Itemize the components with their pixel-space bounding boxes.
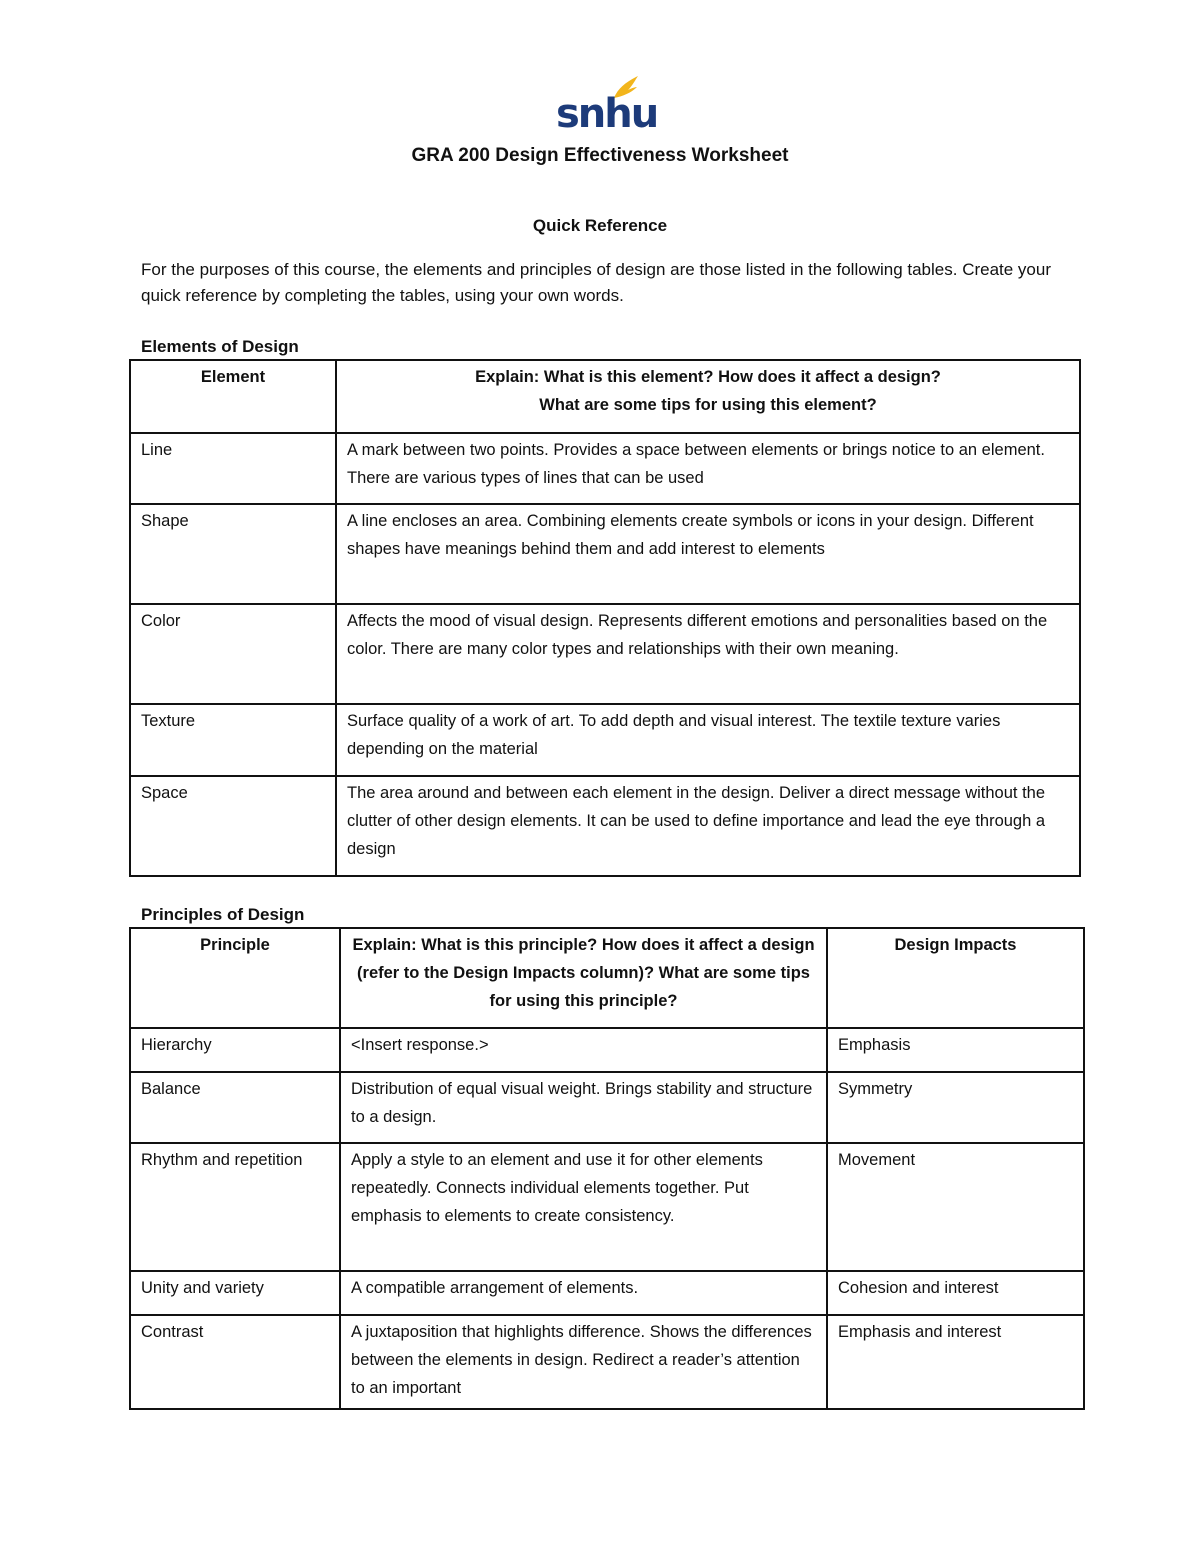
table-row: [130, 504, 1080, 604]
design-impact: Movement: [827, 1143, 1084, 1271]
table-row: [130, 1072, 1084, 1143]
design-impact: Cohesion and interest: [827, 1271, 1084, 1315]
explain-header-line-2: What are some tips for using this element?: [539, 396, 877, 414]
principles-table: [129, 927, 1085, 1410]
table-row: [130, 1271, 1084, 1315]
element-name: Space: [130, 776, 336, 876]
design-impact: Emphasis and interest: [827, 1315, 1084, 1409]
principle-explanation: Apply a style to an element and use it for other elements repeatedly. Connects individual elements together. Put emphasis to elements to create consistency.: [340, 1143, 827, 1271]
principle-column-header: Principle: [130, 928, 340, 1028]
table-row: [130, 704, 1080, 776]
principle-response-field[interactable]: <Insert response.>: [340, 1028, 827, 1072]
element-name: Color: [130, 604, 336, 704]
table-row: [130, 604, 1080, 704]
elements-heading: Elements of Design: [141, 337, 299, 356]
principle-explanation: A juxtaposition that highlights difference. Shows the differences between the elements in design. Redirect a reader’s attention to an important: [340, 1315, 827, 1409]
element-name: Line: [130, 433, 336, 504]
element-name: Texture: [130, 704, 336, 776]
table-row: [130, 433, 1080, 504]
element-explanation: A line encloses an area. Combining elements create symbols or icons in your design. Different shapes have meanings behind them and add interest to elements: [336, 504, 1080, 604]
elements-header-row: [130, 360, 1080, 433]
design-impact: Symmetry: [827, 1072, 1084, 1143]
page-subtitle: Quick Reference: [532, 216, 668, 235]
impacts-column-header: Design Impacts: [827, 928, 1084, 1028]
element-name: Shape: [130, 504, 336, 604]
element-column-header: Element: [130, 360, 336, 433]
element-explanation: Surface quality of a work of art. To add depth and visual interest. The textile texture varies depending on the material: [336, 704, 1080, 776]
table-row: [130, 1315, 1084, 1409]
table-row: [130, 776, 1080, 876]
principle-name: Contrast: [130, 1315, 340, 1409]
principle-name: Rhythm and repetition: [130, 1143, 340, 1271]
element-explanation: The area around and between each element in the design. Deliver a direct message without the clutter of other design elements. It can be used to define importance and lead the eye through a design: [336, 776, 1080, 876]
design-impact: Emphasis: [827, 1028, 1084, 1072]
explain-header-line-1: Explain: What is this element? How does it affect a design?: [475, 368, 941, 386]
explain-column-header: [336, 360, 1080, 433]
elements-table: [129, 359, 1081, 877]
principles-header-row: [130, 928, 1084, 1028]
logo-wordmark: snhu: [556, 91, 658, 137]
intro-paragraph: For the purposes of this course, the elements and principles of design are those listed in the following tables. Create your quick reference by completing the tables, using your own words.: [141, 260, 1052, 305]
principles-heading: Principles of Design: [141, 905, 305, 924]
page-title: GRA 200 Design Effectiveness Worksheet: [411, 145, 789, 166]
principle-name: Balance: [130, 1072, 340, 1143]
element-explanation: Affects the mood of visual design. Represents different emotions and personalities based on the color. There are many color types and relationships with their own meaning.: [336, 604, 1080, 704]
element-explanation: A mark between two points. Provides a space between elements or brings notice to an element. There are various types of lines that can be used: [336, 433, 1080, 504]
principle-name: Hierarchy: [130, 1028, 340, 1072]
table-row: [130, 1028, 1084, 1072]
table-row: [130, 1143, 1084, 1271]
principle-name: Unity and variety: [130, 1271, 340, 1315]
principle-explanation: Distribution of equal visual weight. Brings stability and structure to a design.: [340, 1072, 827, 1143]
principle-explanation: A compatible arrangement of elements.: [340, 1271, 827, 1315]
explain-column-header: Explain: What is this principle? How does it affect a design (refer to the Design Impacts column)? What are some tips for using this principle?: [340, 928, 827, 1028]
snhu-logo: [556, 74, 658, 137]
